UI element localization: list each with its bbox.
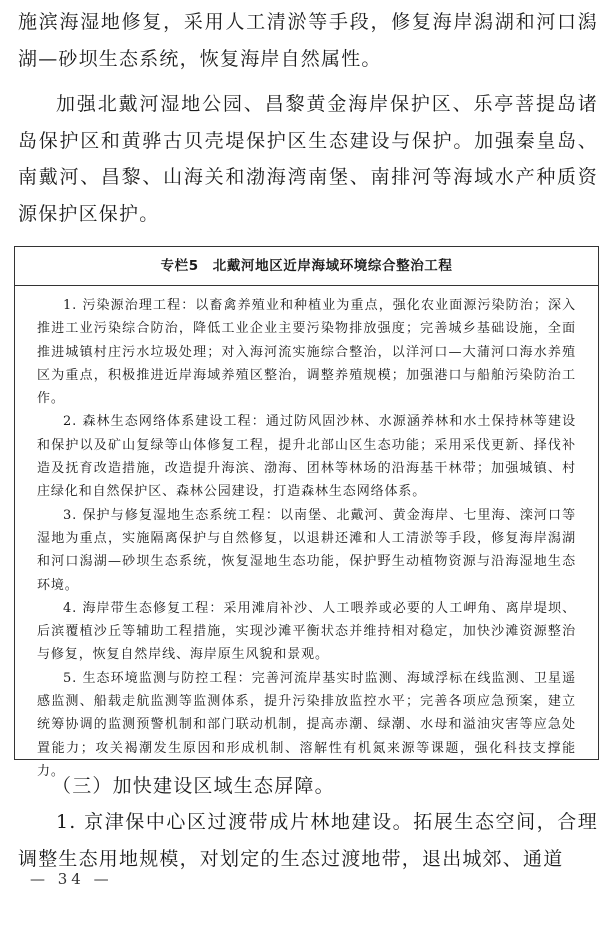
feature-box-item-2: 2. 森林生态网络体系建设工程：通过防风固沙林、水源涵养林和水土保持林等建设和保护以及矿山复绿等山体修复工程，提升北部山区生态功能；采用采伐更新、择伐补造及抚育改造措施，改造提升海滨、渤海、团林等林场的沿海基干林带；加强城镇、村庄绿化和自然保护区、森林公园建设，打造森林生态网络体系。 [37, 414, 576, 500]
section-paragraph: 1. 京津保中心区过渡带成片林地建设。拓展生态空间，合理调整生态用地规模，对划定的生态过渡地带，退出城郊、通道 [18, 811, 598, 870]
feature-box-item-4: 4. 海岸带生态修复工程：采用滩肩补沙、人工喂养或必要的人工岬角、离岸堤坝、后滨覆植沙丘等辅助工程措施，实现沙滩平衡状态并维持相对稳定，加快沙滩资源整治与修复，恢复自然岸线、海岸原生风貌和景观。 [37, 600, 576, 663]
feature-box-body [15, 286, 598, 783]
body-paragraph-1: 施滨海湿地修复，采用人工清淤等手段，修复海岸潟湖和河口潟湖—砂坝生态系统，恢复海岸自然属性。 [18, 11, 598, 70]
feature-box-item-3: 3. 保护与修复湿地生态系统工程：以南堡、北戴河、黄金海岸、七里海、滦河口等湿地为重点，实施隔离保护与自然修复，以退耕还滩和人工清淤等手段，修复海岸潟湖和河口潟湖—砂坝生态系统，恢复湿地生态功能，保护野生动植物资源与沿海湿地生态环境。 [37, 507, 576, 593]
feature-box [14, 246, 599, 779]
feature-box-title: 专栏5 北戴河地区近岸海域环境综合整治工程 [15, 247, 598, 286]
feature-box-item-5: 5. 生态环境监测与防控工程：完善河流岸基实时监测、海域浮标在线监测、卫星遥感监测、船载走航监测等监测体系，提升污染排放监控水平；完善各项应急预案，建立统筹协调的监测预警机制和部门联动机制，提高赤潮、绿潮、水母和溢油灾害等应急处置能力；攻关褐潮发生原因和形成机制、溶解性有机氮来源等课题，强化科技支撑能力。 [37, 670, 576, 779]
page-number: — 34 — [30, 870, 113, 888]
body-paragraph-2: 加强北戴河湿地公园、昌黎黄金海岸保护区、乐亭菩提岛诸岛保护区和黄骅古贝壳堤保护区生态建设与保护。加强秦皇岛、南戴河、昌黎、山海关和渤海湾南堡、南排河等海域水产种质资源保护区保护。 [18, 93, 598, 225]
section-heading: （三）加快建设区域生态屏障。 [52, 775, 335, 797]
feature-box-item-1: 1. 污染源治理工程：以畜禽养殖业和种植业为重点，强化农业面源污染防治；深入推进工业污染综合防治，降低工业企业主要污染物排放强度；完善城乡基础设施，全面推进城镇村庄污水垃圾处理；对入海河流实施综合整治，以洋河口—大蒲河口海水养殖区为重点，积极推进近岸海域养殖区整治，调整养殖规模；加强港口与船舶污染防治工作。 [37, 298, 576, 407]
